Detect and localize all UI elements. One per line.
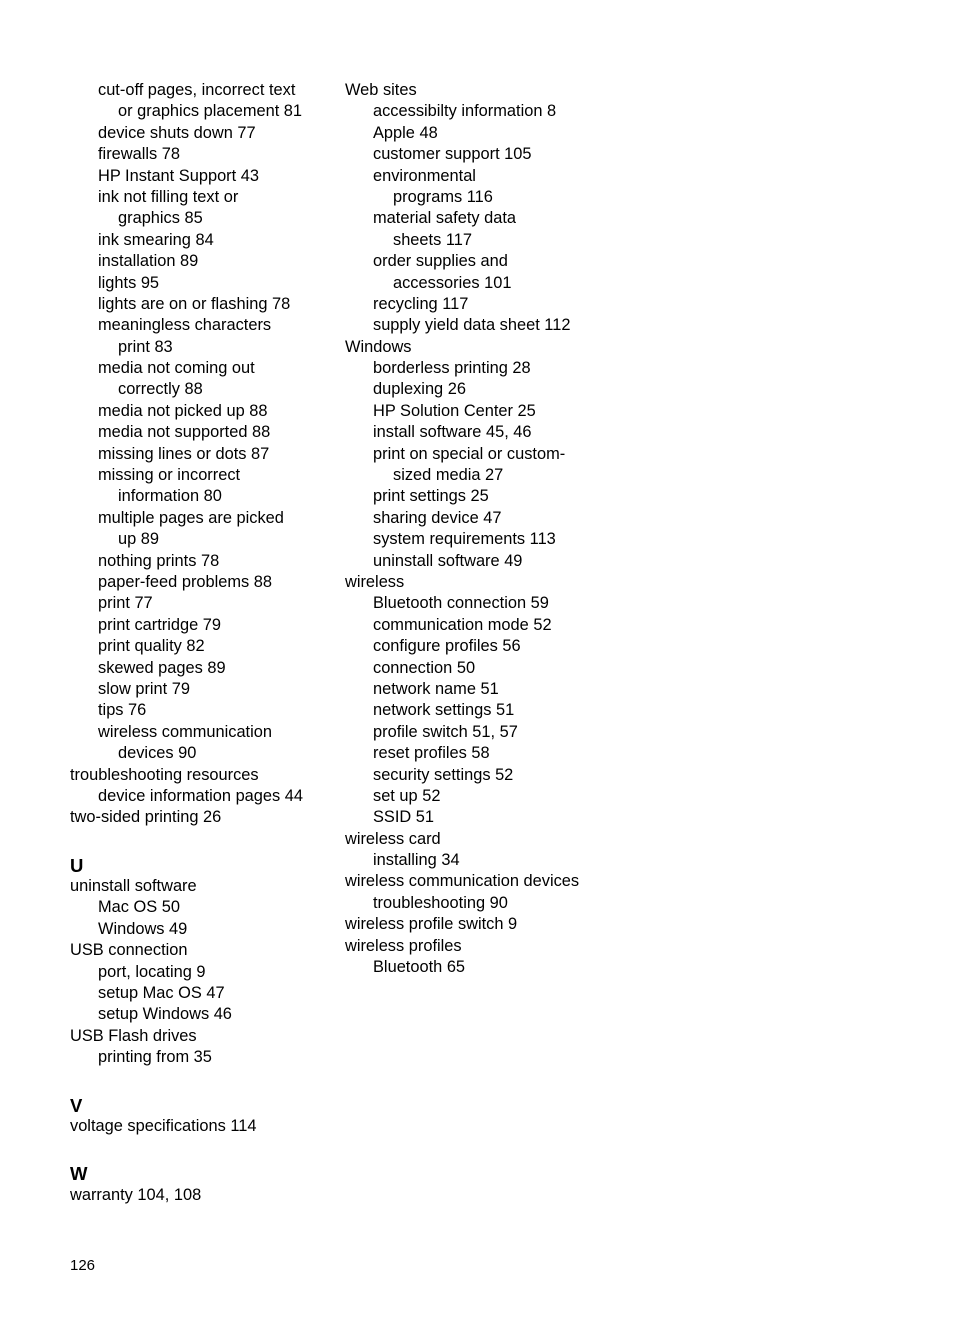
index-entry: warranty 104, 108 [70, 1185, 202, 1204]
index-subentry: SSID 51 [373, 808, 435, 827]
index-subentry: tips 76 [98, 701, 147, 720]
index-subentry: setup Mac OS 47 [98, 984, 225, 1003]
index-subentry: lights 95 [98, 273, 160, 292]
index-subentry: lights are on or flashing 78 [98, 294, 291, 313]
index-subentry: security settings 52 [373, 765, 514, 784]
index-subentry: accessibilty information 8 [373, 102, 557, 121]
index-subentry: Bluetooth 65 [373, 958, 466, 977]
index-subentry: recycling 117 [373, 294, 469, 313]
index-subentry: up 89 [118, 530, 160, 549]
index-subentry: uninstall software 49 [373, 551, 523, 570]
index-subentry: print settings 25 [373, 487, 489, 506]
index-subentry: nothing prints 78 [98, 551, 220, 570]
index-subentry: or graphics placement 81 [118, 102, 303, 121]
index-subentry: sized media 27 [393, 466, 504, 485]
index-subentry: media not supported 88 [98, 423, 271, 442]
index-entry: USB Flash drives [70, 1026, 197, 1045]
index-subentry: borderless printing 28 [373, 359, 531, 378]
index-entry: voltage specifications 114 [70, 1116, 257, 1135]
index-subentry: material safety data [373, 209, 517, 228]
index-entry: USB connection [70, 941, 188, 960]
index-subentry: configure profiles 56 [373, 637, 521, 656]
index-subentry: skewed pages 89 [98, 658, 226, 677]
index-entry: troubleshooting resources [70, 765, 259, 784]
index-subentry: devices 90 [118, 744, 197, 763]
index-entry: wireless card [345, 829, 441, 848]
index-entry: wireless profile switch 9 [345, 915, 518, 934]
index-subentry: supply yield data sheet 112 [373, 316, 571, 335]
index-entry: uninstall software [70, 877, 197, 896]
index-subentry: set up 52 [373, 786, 441, 805]
index-subentry: installation 89 [98, 252, 199, 271]
index-section-letter: V [70, 1094, 83, 1116]
index-subentry: information 80 [118, 487, 222, 506]
index-subentry: Windows 49 [98, 919, 188, 938]
index-subentry: multiple pages are picked [98, 508, 284, 527]
index-subentry: print on special or custom- [373, 444, 566, 463]
index-subentry: setup Windows 46 [98, 1005, 232, 1024]
index-subentry: wireless communication [98, 722, 272, 741]
index-subentry: meaningless characters [98, 316, 272, 335]
index-subentry: sharing device 47 [373, 508, 502, 527]
index-subentry: environmental [373, 166, 476, 185]
index-subentry: profile switch 51, 57 [373, 722, 518, 741]
index-subentry: printing from 35 [98, 1048, 212, 1067]
index-entry: Web sites [345, 81, 417, 99]
index-subentry: customer support 105 [373, 145, 532, 164]
index-subentry: paper-feed problems 88 [98, 572, 273, 591]
index-entry: wireless communication devices [345, 872, 580, 891]
index-subentry: print 83 [118, 337, 173, 356]
index-subentry: missing or incorrect [98, 466, 241, 485]
index-section-letter: U [70, 854, 84, 876]
index-section-letter: W [70, 1163, 88, 1185]
index-entry: wireless [345, 572, 405, 591]
index-subentry: Apple 48 [373, 123, 438, 142]
index-subentry: slow print 79 [98, 679, 191, 698]
index-column-right [345, 80, 615, 978]
index-subentry: network name 51 [373, 679, 499, 698]
index-subentry: sheets 117 [393, 230, 472, 249]
index-entry: two-sided printing 26 [70, 808, 222, 827]
index-entry: wireless profiles [345, 936, 462, 955]
index-subentry: device information pages 44 [98, 786, 304, 805]
index-subentry: cut-off pages, incorrect text [98, 81, 296, 99]
index-subentry: accessories 101 [393, 273, 512, 292]
index-subentry: network settings 51 [373, 701, 515, 720]
index-subentry: media not picked up 88 [98, 401, 268, 420]
index-subentry: graphics 85 [118, 209, 203, 228]
index-subentry: install software 45, 46 [373, 423, 532, 442]
index-subentry: Bluetooth connection 59 [373, 594, 549, 613]
index-subentry: installing 34 [373, 851, 460, 870]
index-subentry: missing lines or dots 87 [98, 444, 270, 463]
index-subentry: order supplies and [373, 252, 508, 271]
index-column-left [70, 80, 330, 1206]
index-subentry: programs 116 [393, 187, 493, 206]
index-subentry: system requirements 113 [373, 530, 556, 549]
index-subentry: correctly 88 [118, 380, 203, 399]
index-subentry: port, locating 9 [98, 962, 206, 981]
index-subentry: reset profiles 58 [373, 744, 490, 763]
index-subentry: troubleshooting 90 [373, 893, 508, 912]
index-subentry: duplexing 26 [373, 380, 466, 399]
index-subentry: print quality 82 [98, 637, 205, 656]
index-subentry: connection 50 [373, 658, 476, 677]
index-subentry: communication mode 52 [373, 615, 552, 634]
index-subentry: device shuts down 77 [98, 123, 256, 142]
index-subentry: Mac OS 50 [98, 898, 180, 917]
index-subentry: HP Instant Support 43 [98, 166, 259, 185]
index-subentry: media not coming out [98, 359, 255, 378]
page-number: 126 [70, 1257, 96, 1274]
index-subentry: firewalls 78 [98, 145, 180, 164]
index-subentry: print 77 [98, 594, 153, 613]
index-subentry: HP Solution Center 25 [373, 401, 536, 420]
index-subentry: ink not filling text or [98, 187, 239, 206]
index-subentry: print cartridge 79 [98, 615, 221, 634]
index-entry: Windows [345, 337, 412, 356]
index-subentry: ink smearing 84 [98, 230, 214, 249]
